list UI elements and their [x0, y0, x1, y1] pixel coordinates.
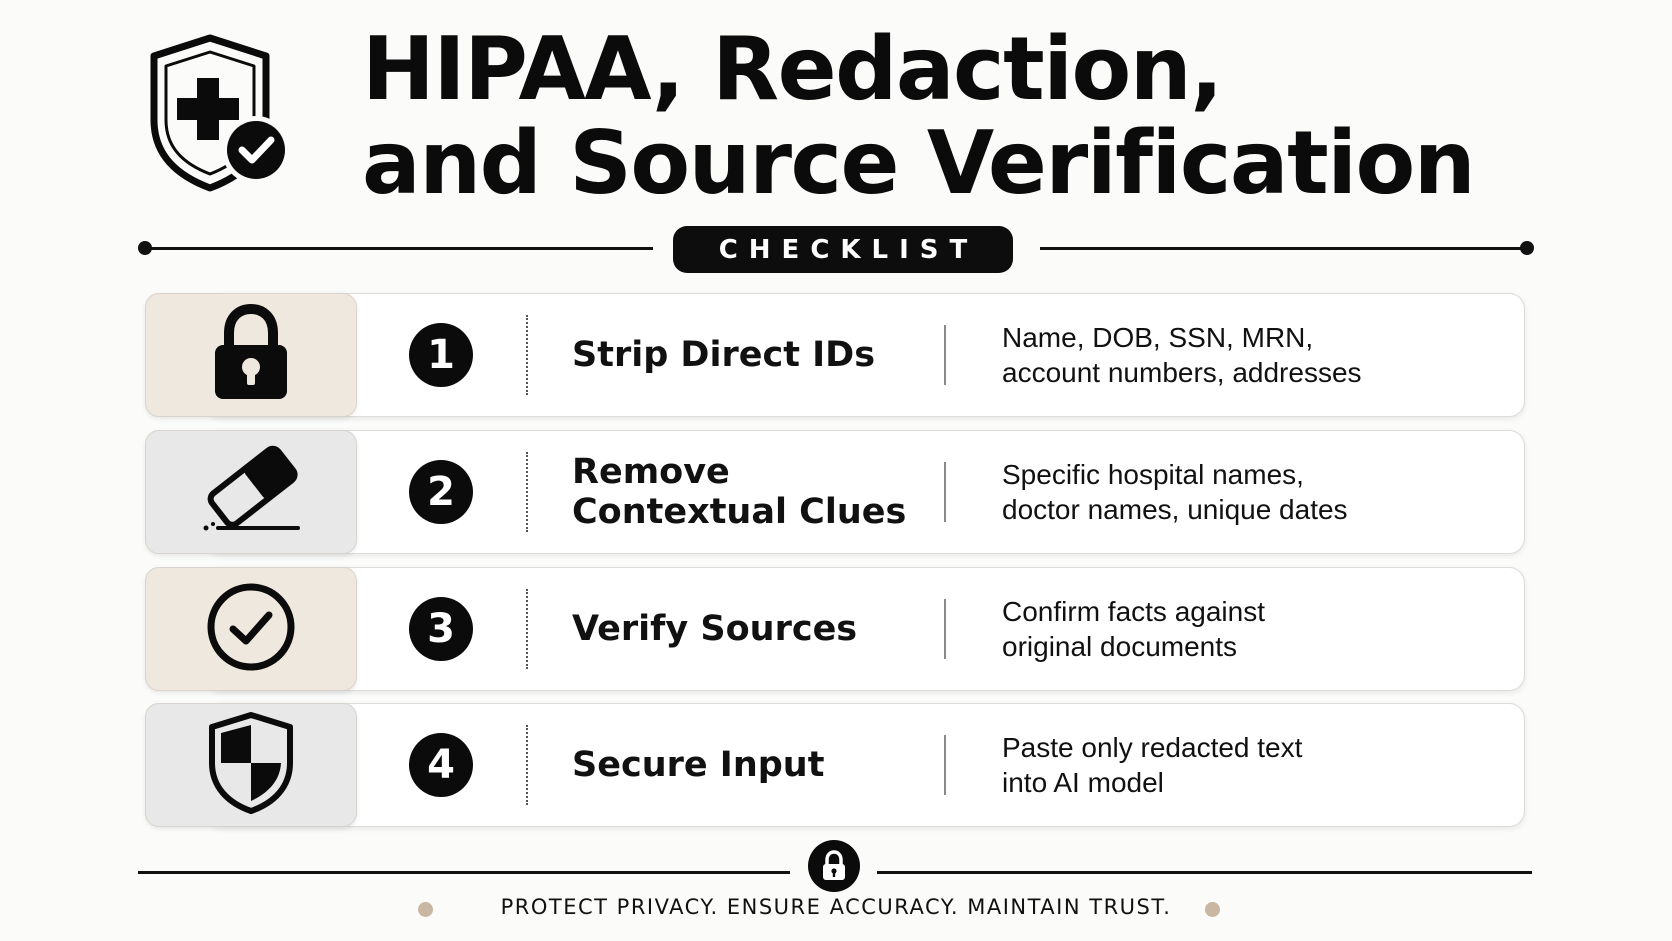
- divider-dot-right: [1520, 241, 1534, 255]
- dotted-separator: [526, 452, 528, 532]
- separator: [944, 735, 946, 795]
- footer-tagline: PROTECT PRIVACY. ENSURE ACCURACY. MAINTAIN TRUST.: [500, 895, 1172, 919]
- dotted-separator: [526, 725, 528, 805]
- step-title: Verify Sources: [572, 609, 858, 649]
- footer-dot-right: [1205, 902, 1220, 917]
- eraser-icon: [196, 440, 306, 545]
- checklist-row-4: [145, 703, 1525, 827]
- step-description: Paste only redacted text into AI model: [1002, 732, 1303, 798]
- step-title: Secure Input: [572, 745, 825, 785]
- divider-left: [145, 247, 653, 250]
- step-number: 2: [409, 460, 473, 524]
- check-circle-icon: [203, 579, 299, 680]
- shield-plus-check-icon: [148, 34, 298, 194]
- step-description: Confirm facts against original documents: [1002, 596, 1265, 662]
- shield-icon: [206, 711, 296, 820]
- icon-tile: [145, 567, 357, 691]
- dotted-separator: [526, 315, 528, 395]
- page-title: HIPAA, Redaction, and Source Verification: [362, 18, 1475, 214]
- checklist-row-2: [145, 430, 1525, 554]
- footer-divider-left: [138, 871, 790, 874]
- icon-tile: [145, 293, 357, 417]
- step-title: Strip Direct IDs: [572, 335, 876, 375]
- dotted-separator: [526, 589, 528, 669]
- checklist-row-1: [145, 293, 1525, 417]
- step-title: Remove Contextual Clues: [572, 452, 907, 532]
- divider-right: [1040, 247, 1530, 250]
- step-description: Name, DOB, SSN, MRN, account numbers, addresses: [1002, 322, 1362, 388]
- icon-tile: [145, 430, 357, 554]
- step-number: 1: [409, 323, 473, 387]
- step-number: 3: [409, 597, 473, 661]
- separator: [944, 462, 946, 522]
- padlock-icon: [211, 303, 291, 408]
- step-number: 4: [409, 733, 473, 797]
- checklist-row-3: [145, 567, 1525, 691]
- footer-divider-right: [877, 871, 1532, 874]
- separator: [944, 325, 946, 385]
- icon-tile: [145, 703, 357, 827]
- separator: [944, 599, 946, 659]
- checklist-badge: CHECKLIST: [673, 226, 1013, 273]
- step-description: Specific hospital names, doctor names, unique dates: [1002, 459, 1348, 525]
- lock-icon: [808, 840, 860, 892]
